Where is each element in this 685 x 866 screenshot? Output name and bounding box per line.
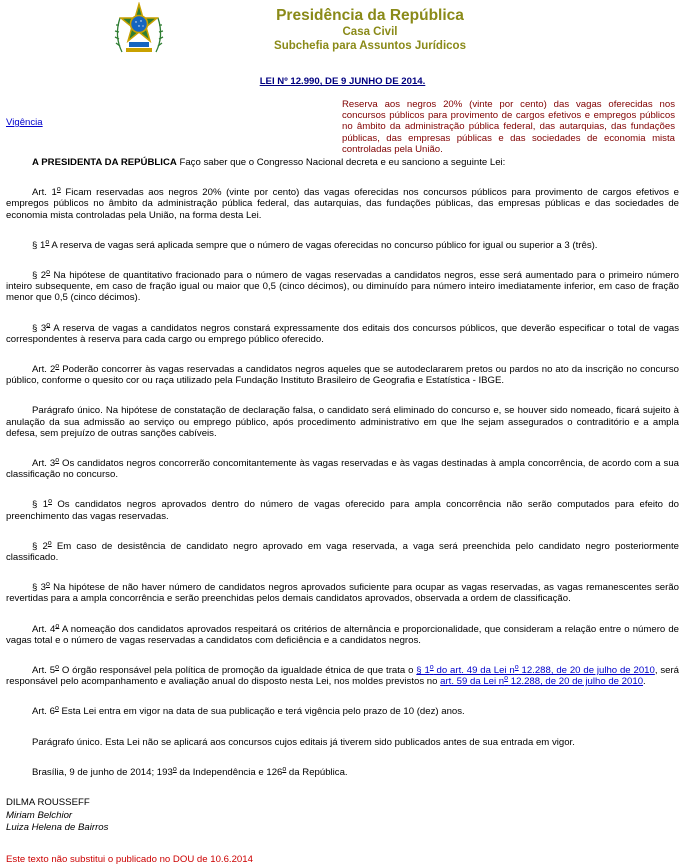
link-part[interactable]: § 1 <box>416 665 430 677</box>
ordinal-sign: o <box>48 498 52 506</box>
art-3-label: Art. 3 <box>32 458 56 470</box>
ordinal-sign: o <box>46 268 51 276</box>
art-3-paragraph-3 <box>6 582 679 604</box>
date-line-part: da Independência e 126 <box>176 766 283 778</box>
ordinal-sign: o <box>45 238 50 246</box>
art-1-p1-label: § 1 <box>32 239 46 251</box>
art-1-p2-label: § 2 <box>32 270 47 282</box>
vigencia-link[interactable]: Vigência <box>6 117 43 128</box>
signature-minister-1: Miriam Belchior <box>6 809 73 821</box>
art-4 <box>6 624 679 646</box>
art-3-p1-label: § 1 <box>32 499 49 511</box>
preamble-text: Faço saber que o Congresso Nacional decreta e eu sanciono a seguinte Lei: <box>176 157 506 168</box>
art-1-p3-text: A reserva de vagas a candidatos negros constará expressamente dos editais dos concursos públicos, que deverão especificar o total de vagas correspondentes à reserva para cada cargo ou emprego público oferecido. <box>6 322 679 345</box>
art-2-sole-paragraph: Parágrafo único. Na hipótese de constatação de declaração falsa, o candidato será eliminado do concurso e, se houver sido nomeado, ficará sujeito à anulação da sua admissão ao serviço ou emprego público, após procedimento administrativo em que lhe sejam assegurados o contraditório e a ampla defesa, sem prejuízo de outras sanções cabíveis. <box>6 405 679 439</box>
ordinal-sign[interactable]: o <box>504 675 509 683</box>
art-1-p2-text: Na hipótese de quantitativo fracionado para o número de vagas reservadas a candidatos negros, esse será aumentado para o primeiro número inteiro subsequente, em caso de fração igual ou maior que 0,5 (cinco décimos), ou diminuído para número inteiro imediatamente inferior, em caso de fração menor que 0,5 (cinco décimos). <box>6 270 679 304</box>
art-6-text: Esta Lei entra em vigor na data de sua publicação e terá vigência pelo prazo de 10 (dez) anos. <box>58 706 465 718</box>
date-line-part: Brasília, 9 de junho de 2014; 193 <box>32 766 173 778</box>
art-6 <box>6 706 679 717</box>
ordinal-sign: o <box>46 321 51 329</box>
page-header <box>170 6 570 53</box>
footer-note: Este texto não substitui o publicado no DOU de 10.6.2014 <box>6 854 253 866</box>
art-5 <box>6 665 679 687</box>
art-3-p2-text: Em caso de desistência de candidato negro aprovado em vaga reservada, a vaga será preenchida pelo candidato negro posteriormente classificado. <box>6 540 680 564</box>
art-6-label: Art. 6 <box>32 706 55 718</box>
art-5-text-2: , será responsável pelo acompanhamento e avaliação anual do disposto nesta Lei, nos moldes previstos no <box>6 665 679 688</box>
art-2-text: Poderão concorrer às vagas reservadas a candidatos negros aqueles que se autodeclararem pretos ou pardos no ato da inscrição no concurso público, conforme o quesito cor ou raça utilizado pela Fundação Instituto Brasileiro de Geografia e Estatística - IBGE. <box>6 364 679 387</box>
art-5-text-1: O órgão responsável pela política de promoção da igualdade étnica de que trata o <box>59 665 417 677</box>
date-line <box>6 767 679 778</box>
lei-12288-art-49-link[interactable] <box>416 665 655 676</box>
header-subtitle-casa-civil: Casa Civil <box>342 26 398 38</box>
ementa: Reserva aos negros 20% (vinte por cento) das vagas oferecidas nos concursos públicos para provimento de cargos efetivos e empregos públicos no âmbito da administração pública federal, das autarquias, das fundações públicas, das empresas públicas e das sociedades de economia mista controladas pela União. <box>342 99 675 155</box>
art-3-p2-label: § 2 <box>32 540 48 552</box>
signatures <box>6 797 679 834</box>
art-3-p3-label: § 3 <box>32 582 46 594</box>
date-line-part: da República. <box>286 766 348 778</box>
header-title: Presidência da República <box>276 7 464 24</box>
link-part[interactable]: 12.288, de 20 de julho de 2010 <box>508 676 644 688</box>
art-1-p1-text: A reserva de vagas será aplicada sempre que o número de vagas oferecidas no concurso público for igual ou superior a 3 (três). <box>49 239 598 251</box>
art-1-p3-label: § 3 <box>32 322 47 334</box>
ordinal-sign: o <box>54 705 59 713</box>
law-title[interactable] <box>0 76 685 87</box>
art-4-label: Art. 4 <box>32 623 56 635</box>
art-1-paragraph-3 <box>6 323 679 345</box>
preamble-president: A PRESIDENTA DA REPÚBLICA <box>32 157 177 168</box>
ordinal-sign: o <box>45 581 50 589</box>
art-1-paragraph-1 <box>6 240 679 251</box>
art-3-p1-text: Os candidatos negros aprovados dentro do número de vagas oferecido para ampla concorrência não serão computados para efeito do preenchimento das vagas reservadas. <box>6 499 680 522</box>
art-5-label: Art. 5 <box>32 665 56 677</box>
art-2 <box>6 364 679 386</box>
coat-of-arms-icon <box>112 2 166 58</box>
art-3-paragraph-1 <box>6 499 679 521</box>
art-3-paragraph-2 <box>6 541 679 563</box>
art-1-paragraph-2 <box>6 270 679 304</box>
art-3-text: Os candidatos negros concorrerão concomitantemente às vagas reservadas e às vagas destinadas à ampla concorrência, de acordo com a sua classificação no concurso. <box>6 458 679 481</box>
signature-minister-2: Luiza Helena de Bairros <box>6 821 109 833</box>
art-4-text: A nomeação dos candidatos aprovados respeitará os critérios de alternância e proporcionalidade, que consideram a relação entre o número de vagas total e o número de vagas reservadas a candidatos com deficiência e a candidatos negros. <box>6 623 679 646</box>
ordinal-sign: o <box>55 362 60 370</box>
preamble <box>6 157 679 168</box>
link-part[interactable]: 12.288, de 20 de julho de 2010 <box>518 665 655 677</box>
ordinal-sign: o <box>55 663 60 671</box>
link-part[interactable]: art. 59 da Lei n <box>440 676 505 688</box>
art-5-text-3: . <box>643 676 646 688</box>
law-body <box>6 157 679 866</box>
ordinal-sign: o <box>282 765 287 773</box>
law-title-link[interactable]: LEI Nº 12.990, DE 9 JUNHO DE 2014. <box>259 76 426 87</box>
link-part[interactable]: do art. 49 da Lei n <box>433 665 515 677</box>
ordinal-sign: o <box>55 622 60 630</box>
ordinal-sign[interactable]: o <box>429 663 434 671</box>
lei-12288-art-59-link[interactable] <box>440 676 643 687</box>
ordinal-sign[interactable]: o <box>514 663 519 671</box>
art-1-text: Ficam reservadas aos negros 20% (vinte por cento) das vagas oferecidas nos concursos públicos para provimento de cargos efetivos e empregos públicos no âmbito da administração pública federal, das autarquias, das fundações públicas, das empresas públicas e das sociedades de economia mista controladas pela União, na forma desta Lei. <box>6 187 679 221</box>
art-6-sole-paragraph: Parágrafo único. Esta Lei não se aplicará aos concursos cujos editais já tiverem sido publicados antes de sua entrada em vigor. <box>32 736 575 748</box>
header-subtitle-subchefia: Subchefia para Assuntos Jurídicos <box>274 40 466 52</box>
ordinal-sign: o <box>172 765 177 773</box>
signature-president: DILMA ROUSSEFF <box>6 797 90 809</box>
ordinal-sign: o <box>47 539 52 547</box>
ordinal-sign: o <box>55 456 60 464</box>
ordinal-sign: o <box>56 186 61 194</box>
art-2-label: Art. 2 <box>32 364 56 376</box>
art-3 <box>6 458 679 480</box>
art-1 <box>6 187 679 221</box>
art-1-label: Art. 1 <box>32 187 57 199</box>
art-3-p3-text: Na hipótese de não haver número de candidatos negros aprovados suficiente para ocupar as vagas reservadas, as vagas remanescentes serão revertidas para a ampla concorrência e serão preenchidas pelos demais candidatos aprovados, observada a ordem de classificação. <box>6 582 679 605</box>
